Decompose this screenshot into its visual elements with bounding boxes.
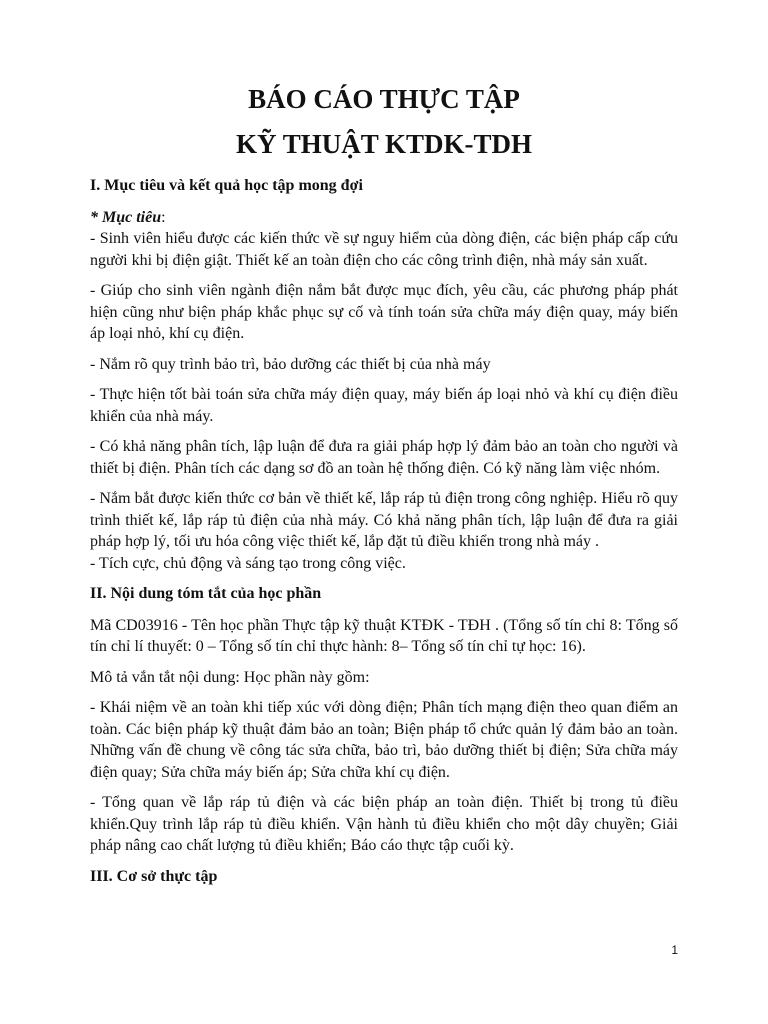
- paragraph: - Giúp cho sinh viên ngành điện nắm bắt được mục đích, yêu cầu, các phương pháp phát hiện cũng như biện pháp khắc phục sự cố và tính toán sửa chữa máy điện quay, máy biến áp loại nhỏ, khí cụ điện.: [90, 282, 678, 342]
- paragraph: - Khái niệm về an toàn khi tiếp xúc với dòng điện; Phân tích mạng điện theo quan điểm an toàn. Các biện pháp kỹ thuật đảm bảo an toàn; Biện pháp tổ chức quản lý đảm bảo an toàn. Những vấn đề chung về công tác sửa chữa, bảo trì, bảo dưỡng thiết bị điện; Sửa chữa máy điện quay; Sửa chữa máy biến áp; Sửa chữa khí cụ điện.: [90, 699, 678, 781]
- paragraph: - Có khả năng phân tích, lập luận để đưa ra giải pháp hợp lý đảm bảo an toàn cho người và thiết bị điện. Phân tích các dạng sơ đồ an toàn hệ thống điện. Có kỹ năng làm việc nhóm.: [90, 438, 678, 477]
- paragraph: - Nắm bắt được kiến thức cơ bản về thiết kế, lắp ráp tủ điện trong công nghiệp. Hiểu rõ quy trình thiết kế, lắp ráp tủ điện của nhà máy. Có khả năng phân tích, lập luận để đưa ra giải pháp hợp lý, tối ưu hóa công việc thiết kế, lắp đặt tủ điều khiển trong nhà máy .: [90, 490, 678, 550]
- paragraph: - Tổng quan về lắp ráp tủ điện và các biện pháp an toàn điện. Thiết bị trong tủ điều khiển.Quy trình lắp ráp tủ điều khiển. Vận hành tủ điều khiển cho một dây chuyền; Giải pháp nâng cao chất lượng tủ điều khiển; Báo cáo thực tập cuối kỳ.: [90, 794, 678, 854]
- paragraph: - Tích cực, chủ động và sáng tạo trong công việc.: [90, 554, 406, 572]
- document-body: [90, 175, 678, 897]
- section-1-heading: I. Mục tiêu và kết quả học tập mong đợi: [90, 177, 363, 194]
- page-number: 1: [671, 943, 678, 957]
- paragraph: - Sinh viên hiểu được các kiến thức về sự nguy hiểm của dòng điện, các biện pháp cấp cứu người khi bị điện giật. Thiết kế an toàn điện cho các công trình điện, nhà máy sản xuất.: [90, 230, 678, 269]
- paragraph: - Nắm rõ quy trình bảo trì, bảo dưỡng các thiết bị của nhà máy: [90, 355, 491, 373]
- section-3-heading: III. Cơ sở thực tập: [90, 867, 218, 885]
- paragraph: - Thực hiện tốt bài toán sửa chữa máy điện quay, máy biến áp loại nhỏ và khí cụ điện điều khiển của nhà máy.: [90, 386, 678, 425]
- document-title: BÁO CÁO THỰC TẬP: [248, 84, 520, 114]
- section-2-heading: II. Nội dung tóm tắt của học phần: [90, 585, 322, 602]
- objectives-label: * Mục tiêu:: [90, 208, 166, 226]
- document-subtitle: KỸ THUẬT KTDK-TDH: [235, 129, 533, 159]
- paragraph: Mã CD03916 - Tên học phần Thực tập kỹ thuật KTĐK - TĐH . (Tổng số tín chỉ 8: Tổng số tín chỉ lí thuyết: 0 – Tổng số tín chỉ thực hành: 8– Tổng số tín chỉ tự học: 16).: [90, 616, 678, 655]
- paragraph: Mô tả vắn tắt nội dung: Học phần này gồm:: [90, 668, 370, 686]
